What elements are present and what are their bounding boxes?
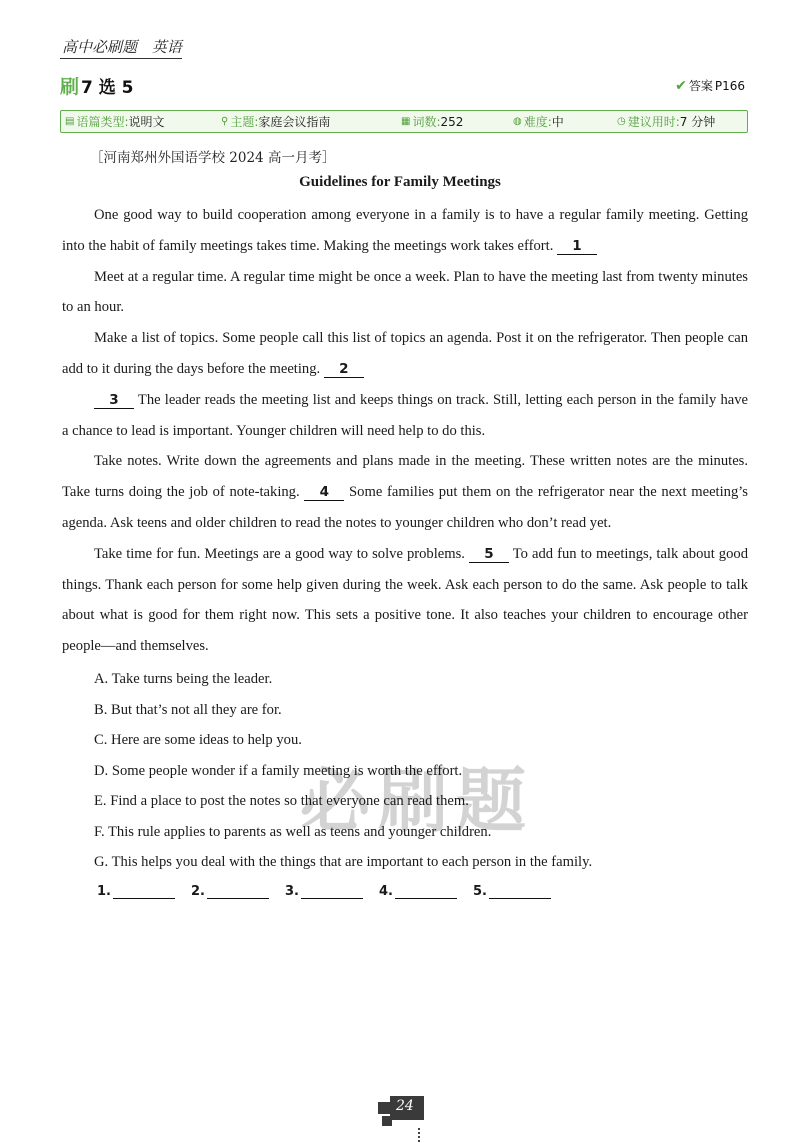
watermark-char: 题	[456, 760, 526, 842]
paragraph-text: Meet at a regular time. A regular time might be once a week. Plan to have the meeting last from twenty minutes to an hour.	[62, 268, 748, 316]
answer-blanks	[97, 884, 567, 899]
paragraph-1	[62, 200, 748, 262]
answer-slot-4[interactable]	[379, 884, 457, 899]
difficulty-key: 难度:	[523, 115, 552, 129]
word-count-icon: ▦	[401, 116, 411, 127]
words-value: 252	[440, 114, 464, 129]
page-number: 24	[396, 1098, 414, 1114]
page-badge-block	[378, 1102, 390, 1114]
answer-line[interactable]	[301, 885, 363, 899]
info-difficulty	[509, 113, 613, 130]
answer-number: 2.	[190, 884, 205, 899]
page-number-badge	[378, 1096, 426, 1126]
document-icon: ▤	[65, 116, 75, 127]
paragraph-text: Take notes. Write down the agreements and plans made in the meeting. These written notes are the minutes. Take turns doing the job of note-taking.	[62, 453, 748, 501]
option-e: E. Find a place to post the notes so that everyone can read them.	[94, 793, 469, 809]
paragraph-4	[62, 385, 748, 447]
paragraph-text: To add fun to meetings, talk about good things. Thank each person for some help given during the week. Ask each person to do the same. Ask people to talk about what is good for them right now. This sets a positive tone. It also teaches your children to encourage other people—and themselves.	[62, 545, 748, 655]
paragraph-text: Make a list of topics. Some people call this list of topics an agenda. Post it on the refrigerator. Then people can add to it during the days before the meeting.	[62, 330, 748, 377]
paragraph-2	[62, 262, 748, 324]
brush-logo: 刷	[60, 76, 80, 98]
genre-key: 语篇类型:	[76, 115, 129, 129]
option-g: G. This helps you deal with the things that are important to each person in the family.	[94, 854, 593, 870]
answer-line[interactable]	[489, 885, 551, 899]
words-key: 词数:	[412, 115, 441, 129]
section-title	[60, 72, 134, 99]
answer-number: 5.	[472, 884, 487, 899]
blank-5: 5	[469, 547, 509, 563]
watermark-char: 刷	[378, 760, 448, 842]
info-time	[613, 113, 743, 130]
options-list	[94, 664, 754, 878]
blank-2: 2	[324, 362, 364, 378]
topic-key: 主题:	[230, 115, 259, 129]
clock-icon: ◷	[617, 116, 626, 127]
info-genre	[61, 113, 217, 130]
page-badge-block	[382, 1116, 392, 1126]
info-topic	[217, 113, 397, 130]
answer-line[interactable]	[207, 885, 269, 899]
search-icon: ⚲	[221, 116, 229, 127]
blank-3: 3	[94, 393, 134, 409]
paragraph-text: Some families put them on the refrigerator near the next meeting’s agenda. Ask teens and older children to read the notes to younger children who don’t read yet.	[62, 484, 748, 531]
option-b: B. But that’s not all they are for.	[94, 701, 282, 718]
passage	[62, 200, 748, 662]
answer-line[interactable]	[113, 885, 175, 899]
topic-value: 家庭会议指南	[258, 115, 331, 129]
answer-slot-1[interactable]	[97, 884, 175, 899]
check-icon: ✔	[675, 77, 687, 94]
option-c: C. Here are some ideas to help you.	[94, 732, 302, 748]
book-title: 高中必刷题	[62, 38, 138, 56]
blank-1: 1	[557, 239, 597, 255]
book-header	[62, 36, 192, 57]
source-citation: ［河南郑州外国语学校 2024 高一月考］	[90, 150, 336, 166]
answer-number: 4.	[378, 884, 393, 899]
paragraph-text: Take time for fun. Meetings are a good way to solve problems.	[94, 545, 469, 562]
difficulty-value: 中	[551, 115, 564, 129]
answer-line[interactable]	[395, 885, 457, 899]
answer-slot-2[interactable]	[191, 884, 269, 899]
answer-number: 3.	[284, 884, 299, 899]
info-words	[397, 113, 509, 130]
paragraph-text: The leader reads the meeting list and keeps things on track. Still, letting each person in the family have a chance to lead is important. Younger children will need help to do this.	[62, 391, 748, 439]
answer-slot-5[interactable]	[473, 884, 551, 899]
genre-value: 说明文	[128, 115, 165, 129]
option-d: D. Some people wonder if a family meeting is worth the effort.	[94, 762, 463, 779]
answer-page: P166	[714, 78, 745, 93]
paragraph-3	[62, 323, 748, 385]
time-value: 7 分钟	[679, 115, 716, 129]
paragraph-6	[62, 539, 748, 662]
section-name: 7 选 5	[81, 78, 134, 98]
answer-slot-3[interactable]	[285, 884, 363, 899]
answer-label: 答案	[688, 79, 713, 93]
option-a: A. Take turns being the leader.	[94, 671, 273, 687]
option-f: F. This rule applies to parents as well as teens and younger children.	[94, 823, 492, 840]
difficulty-icon: ◍	[513, 116, 522, 127]
page-dots	[418, 1128, 421, 1142]
subject-label: 英语	[151, 38, 182, 56]
answer-reference	[675, 77, 745, 94]
info-bar	[60, 110, 748, 133]
paragraph-5	[62, 446, 748, 538]
paragraph-text: One good way to build cooperation among everyone in a family is to have a regular family meeting. Getting into the habit of family meetings takes time. Making the meetings work takes effort.	[62, 207, 748, 254]
time-key: 建议用时:	[627, 115, 680, 129]
blank-4: 4	[304, 485, 344, 501]
answer-number: 1.	[97, 884, 111, 899]
passage-title: Guidelines for Family Meetings	[299, 174, 501, 190]
watermark-char: 必	[300, 760, 370, 842]
header-divider	[60, 58, 182, 59]
